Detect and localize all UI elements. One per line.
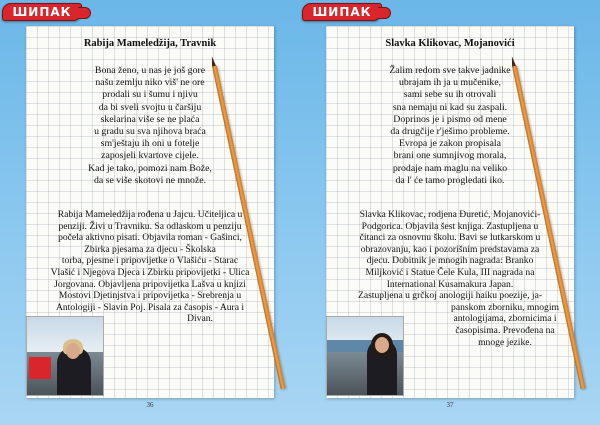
poem-line: Evropa je zakon propisala xyxy=(398,138,501,150)
bio-line: Mostovi Djetinjstva i pripovijetka - Srebrenja u xyxy=(58,290,242,302)
poem-line: zaposjeli kvartove cijele. xyxy=(101,150,199,162)
photo-sign xyxy=(29,357,51,379)
bio-line: djecu. Dobitnik je mnogih nagrada: Branko xyxy=(366,255,534,267)
bio-line: čitanci za osnovnu školu. Bavi se lutkarskom u xyxy=(359,232,541,244)
page-number: 36 xyxy=(146,401,154,409)
poem-line: prodali su i šumu i njivu xyxy=(102,89,198,101)
magazine-logo: ШИПАК xyxy=(2,3,82,21)
author-title: Slavka Klikovac, Mojanovići xyxy=(385,38,515,49)
poem-line: da drugčije r'ješimo probleme. xyxy=(390,126,510,138)
page-number: 37 xyxy=(446,401,454,409)
poem-line: sami sebe su ih otrovali xyxy=(403,89,497,101)
poem-line: u gradu su sva njihova braća xyxy=(94,126,206,138)
photo-head xyxy=(375,337,389,353)
poem-line: Kad je tako, pomozi nam Bože, xyxy=(88,162,212,174)
poem-line: prodaje nam maglu na veliko xyxy=(392,162,508,174)
poem-line: skelarina više se ne plaća xyxy=(100,113,200,125)
poem-line: brani one sumnjivog morala, xyxy=(393,150,507,162)
bio-line: Vlašić i Njegova Djeca i Zbirku pripovijetki - Ulica xyxy=(50,266,250,278)
poem-line: sm'ještaju ih oni u fotelje xyxy=(100,138,200,150)
author-photo xyxy=(326,316,404,396)
bio-line: Divan. xyxy=(187,313,213,325)
poem-line: da bi sveli svojtu u čaršiju xyxy=(98,101,202,113)
poem xyxy=(26,65,274,187)
poem-line: da l' će tamo progledati iko. xyxy=(395,174,505,186)
poem-line: Doprinos je i pismo od mene xyxy=(393,113,507,125)
author-bio xyxy=(36,209,264,325)
bio-line: Slavka Klikovac, rodjena Đuretić, Mojanovići- xyxy=(359,209,541,220)
bio-line: počela aktivno pisati. Objavila roman - Gašinci, xyxy=(58,232,242,244)
bio-line: Rabija Mameledžija rođena u Jajcu. Učiteljica u xyxy=(57,209,243,220)
poem-line: da se više skotovi ne množe. xyxy=(93,174,207,186)
bio-line: obrazovanju, kao i pozorišnim predstavama za xyxy=(360,243,540,255)
bio-line: International Kusamakura Japan. xyxy=(386,278,514,290)
magazine-logo: ШИПАК xyxy=(302,3,382,21)
photo-head xyxy=(66,343,80,359)
poem xyxy=(326,65,574,187)
poem-line: Bona ženo, u nas je još gore xyxy=(94,65,206,76)
bio-line: penziji. Živi u Travniku. Sa odlaskom u penziju xyxy=(58,220,242,232)
bio-line: časopisima. Prevođena na xyxy=(455,324,555,336)
bio-line: Podgorica. Objavila šest knjiga. Zastupljena u xyxy=(361,220,539,232)
poem-line: Žalim redom sve takve jadnike xyxy=(389,65,511,76)
bio-line: Miljković i Statue Čele Kula, III nagrada na xyxy=(365,266,535,278)
bio-line: Zbirka pjesama za djecu - Školska xyxy=(84,243,216,255)
poem-line: ubrajam ih ja u mučenike, xyxy=(398,77,502,89)
right-page xyxy=(300,0,600,425)
author-photo xyxy=(26,316,104,396)
bio-line: Zastupljena u grčkoj anologiji haiku poezije, ja- xyxy=(357,290,543,302)
bio-line: antologijama, zbornicima i xyxy=(453,313,557,325)
bio-line: torba, pjesme i pripovijetke o Vlašiću - Starac xyxy=(61,255,239,267)
bio-line: Antologiji - Slavin Poj. Pisala za časopis - Aura i xyxy=(55,301,245,313)
poem-line: našu zemlju niko viš' ne ore xyxy=(95,77,205,89)
bio-line: mnoge jezike. xyxy=(478,336,532,348)
author-title: Rabija Mameledžija, Travnik xyxy=(83,38,217,49)
poem-line: sna nemaju ni kad su zaspali. xyxy=(392,101,508,113)
bio-line: panskom zborniku, mnogim xyxy=(451,301,559,313)
bio-line: Jorgovana. Objavljena pripovijetka Lašva u knjizi xyxy=(54,278,246,290)
